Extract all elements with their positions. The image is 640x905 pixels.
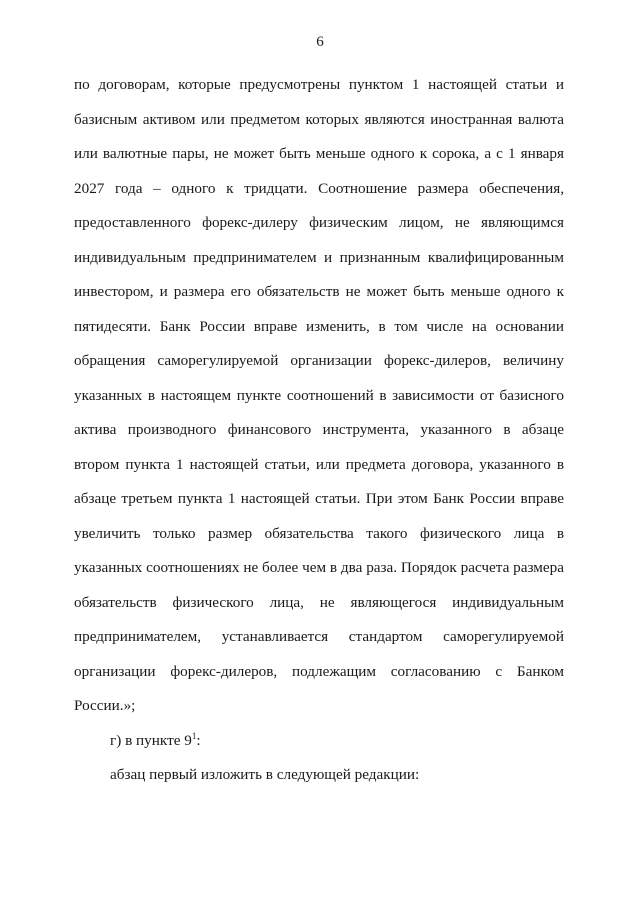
- text-line: абзаце третьем пункта 1 настоящей статьи. При этом Банк России вправе: [74, 490, 564, 507]
- text-line: 2027 года – одного к тридцати. Соотношение размера обеспечения,: [74, 179, 564, 197]
- text-line: предпринимателем, устанавливается стандартом саморегулируемой: [74, 628, 564, 645]
- text-line: или валютные пары, не может быть меньше одного к сорока, а с 1 января: [74, 145, 564, 162]
- text-line: по договорам, которые предусмотрены пунктом 1 настоящей статьи и: [74, 76, 564, 93]
- text-line: организации форекс-дилеров, подлежащим согласованию с Банком: [74, 662, 564, 680]
- text-line: указанных в настоящем пункте соотношений в зависимости от базисного: [74, 386, 564, 404]
- text-line: обращения саморегулируемой организации форекс-дилеров, величину: [74, 352, 564, 369]
- text-line: актива производного финансового инструмента, указанного в абзаце: [74, 421, 564, 438]
- document-body: [74, 68, 564, 793]
- instruction-line: абзац первый изложить в следующей редакции:: [110, 766, 420, 783]
- text-line: России.»;: [74, 697, 136, 714]
- text-line: пятидесяти. Банк России вправе изменить, в том числе на основании: [74, 317, 564, 335]
- text-line: предоставленного форекс-дилеру физическим лицом, не являющимся: [74, 214, 564, 231]
- list-item-g-superscript: 1: [191, 730, 197, 741]
- list-item-g-text: г) в пункте 9: [110, 731, 192, 749]
- text-line: увеличить только размер обязательства такого физического лица в: [74, 524, 564, 542]
- text-line: обязательств физического лица, не являющегося индивидуальным: [74, 593, 564, 611]
- list-item-g-colon: :: [196, 731, 201, 749]
- text-line: указанных соотношениях не более чем в два раза. Порядок расчета размера: [74, 559, 564, 576]
- text-line: инвестором, и размера его обязательств не может быть меньше одного к: [74, 283, 564, 300]
- page-number: 6: [316, 34, 324, 50]
- text-line: базисным активом или предметом которых являются иностранная валюта: [74, 110, 564, 128]
- list-item-g: [74, 724, 564, 759]
- text-line: индивидуальным предпринимателем и признанным квалифицированным: [74, 248, 564, 266]
- text-line: втором пункта 1 настоящей статьи, или предмета договора, указанного в: [74, 455, 564, 473]
